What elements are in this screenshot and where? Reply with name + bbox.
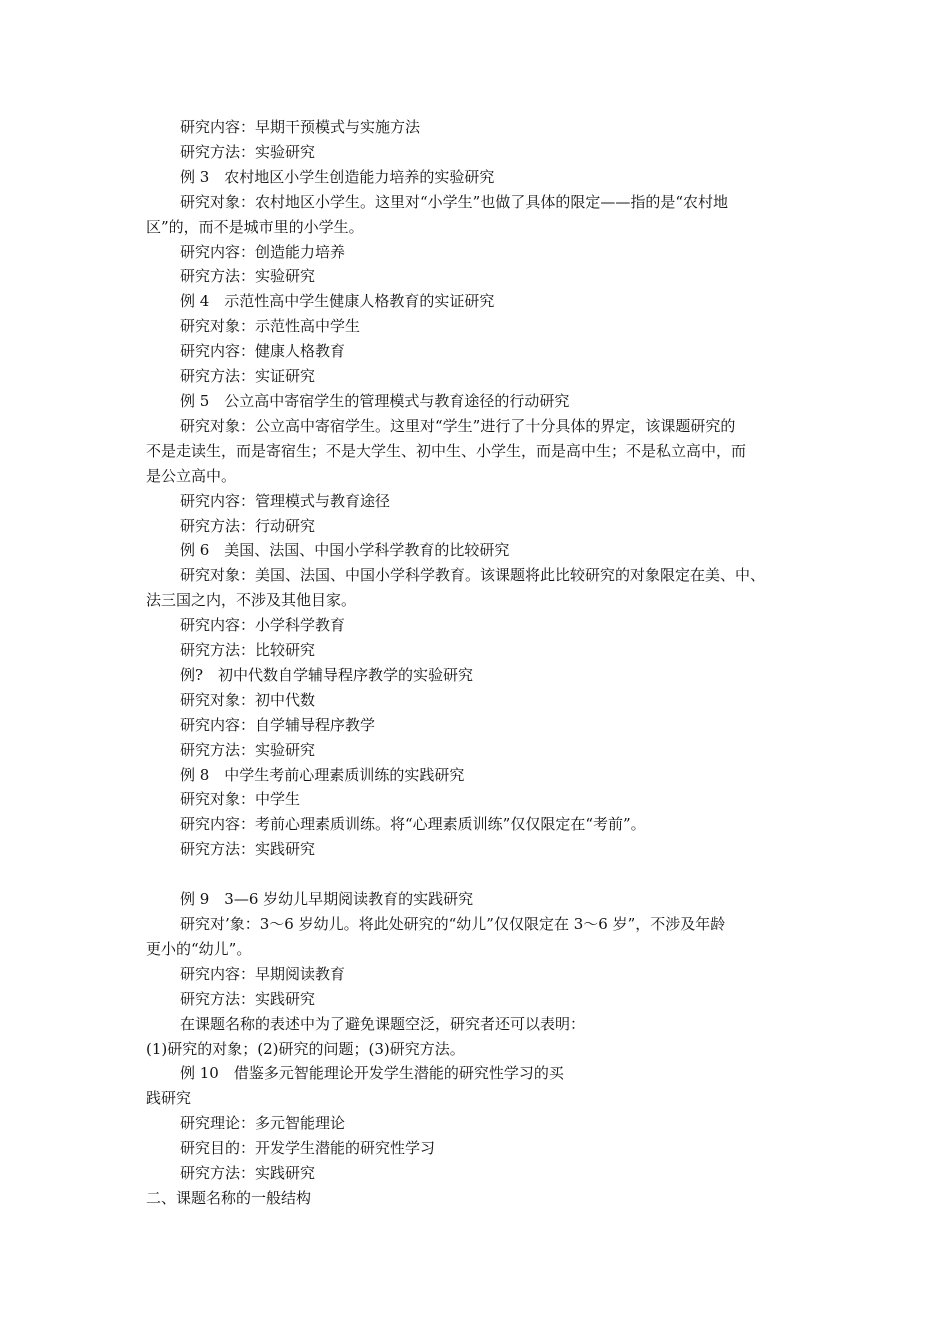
text-line: 研究内容：小学科学教育 bbox=[180, 616, 346, 635]
text-line: 研究方法：实践研究 bbox=[180, 840, 316, 859]
text-line: 例 10 借鉴多元智能理论开发学生潜能的研究性学习的买 bbox=[180, 1064, 564, 1083]
text-line: 是公立高中。 bbox=[146, 466, 237, 485]
text-line: 例 8 中学生考前心理素质训练的实践研究 bbox=[180, 765, 465, 784]
text-line: 研究理论：多元智能理论 bbox=[180, 1114, 346, 1133]
text-line: 研究方法：实验研究 bbox=[180, 267, 316, 286]
text-line: 在课题名称的表述中为了避免课题空泛，研究者还可以表明： bbox=[180, 1014, 586, 1033]
text-line: 研究对象：示范性高中学生 bbox=[180, 317, 361, 336]
text-line: 例 5 公立高中寄宿学生的管理模式与教育途径的行动研究 bbox=[180, 391, 570, 410]
text-line: 研究内容：早期阅读教育 bbox=[180, 964, 346, 983]
blank-line bbox=[146, 862, 810, 887]
text-line: (1)研究的对象；(2)研究的问题；(3)研究方法。 bbox=[146, 1039, 465, 1058]
text-line: 研究对象：初中代数 bbox=[180, 690, 316, 709]
text-line: 更小的“幼儿”。 bbox=[146, 939, 252, 958]
text-line: 研究目的：开发学生潜能的研究性学习 bbox=[180, 1139, 436, 1158]
text-line: 研究对象：公立高中寄宿学生。这里对“学生”进行了十分具体的界定，该课题研究的 bbox=[180, 416, 736, 435]
text-line: 例 9 3—6 岁幼儿早期阅读教育的实践研究 bbox=[180, 890, 474, 909]
text-line: 研究对象：美国、法国、中国小学科学教育。该课题将此比较研究的对象限定在美、中、 bbox=[180, 566, 766, 585]
text-line: 例 3 农村地区小学生创造能力培养的实验研究 bbox=[180, 167, 495, 186]
text-line: 例? 初中代数自学辅导程序教学的实验研究 bbox=[180, 665, 474, 684]
text-line: 研究对’象：3～6 岁幼儿。将此处研究的“幼儿”仅仅限定在 3～6 岁”，不涉及年龄 bbox=[180, 914, 726, 933]
text-line: 研究方法：实证研究 bbox=[180, 367, 316, 386]
text-line: 研究内容：创造能力培养 bbox=[180, 242, 346, 261]
text-line: 研究内容：自学辅导程序教学 bbox=[180, 715, 376, 734]
text-line: 研究对象：农村地区小学生。这里对“小学生”也做了具体的限定——指的是“农村地 bbox=[180, 192, 729, 211]
text-line: 二、课题名称的一般结构 bbox=[146, 1188, 312, 1207]
text-line: 例 4 示范性高中学生健康人格教育的实证研究 bbox=[180, 292, 495, 311]
document-body bbox=[146, 115, 810, 1211]
text-line: 研究方法：实践研究 bbox=[180, 1164, 316, 1183]
text-line: 践研究 bbox=[146, 1089, 192, 1108]
text-line: 研究方法：实践研究 bbox=[180, 989, 316, 1008]
text-line: 研究内容：考前心理素质训练。将“心理素质训练”仅仅限定在“考前”。 bbox=[180, 815, 646, 834]
text-line: 研究内容：管理模式与教育途径 bbox=[180, 491, 391, 510]
text-line: 不是走读生，而是寄宿生；不是大学生、初中生、小学生，而是高中生；不是私立高中，而 bbox=[146, 441, 747, 460]
text-line: 研究内容：早期干预模式与实施方法 bbox=[180, 118, 421, 136]
text-line: 区”的，而不是城市里的小学生。 bbox=[146, 217, 364, 236]
text-line: 研究方法：实验研究 bbox=[180, 740, 316, 759]
text-line: 例 6 美国、法国、中国小学科学教育的比较研究 bbox=[180, 541, 510, 560]
text-line: 研究方法：比较研究 bbox=[180, 641, 316, 660]
text-line: 研究方法：行动研究 bbox=[180, 516, 316, 535]
text-line: 法三国之内，不涉及其他目家。 bbox=[146, 591, 357, 610]
text-line: 研究方法：实验研究 bbox=[180, 142, 316, 161]
text-line: 研究内容：健康人格教育 bbox=[180, 342, 346, 361]
text-line: 研究对象：中学生 bbox=[180, 790, 301, 809]
